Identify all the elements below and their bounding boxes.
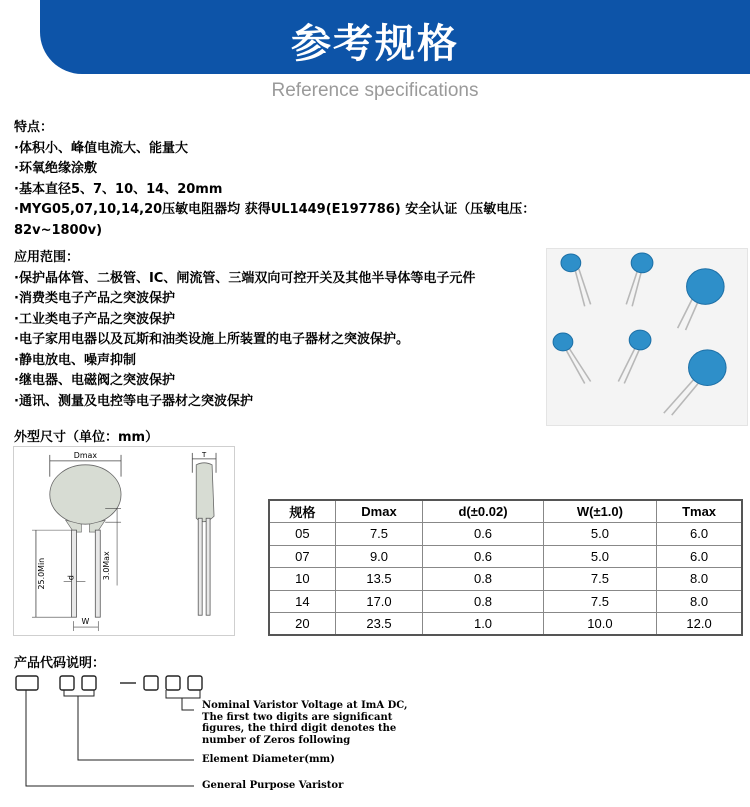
column-header: Dmax <box>335 500 423 523</box>
element-diameter-text: Element Diameter(mm) <box>202 754 335 765</box>
coating-label: 3.0Max <box>102 551 112 581</box>
features-section <box>14 118 535 241</box>
application-item: ·通讯、测量及电控等电子器材之突波保护 <box>14 393 253 409</box>
table-cell: 20 <box>269 613 335 636</box>
table-cell: 17.0 <box>335 590 423 613</box>
application-item: ·电子家用电器以及瓦斯和油类设施上所装置的电子器材之突波保护。 <box>14 332 409 347</box>
table-cell: 7.5 <box>543 590 656 613</box>
applications-section <box>14 248 475 412</box>
feature-item: ·体积小、峰值电流大、能量大 <box>14 140 188 156</box>
t-label: T <box>202 450 207 459</box>
table-cell: 23.5 <box>335 613 423 636</box>
table-cell: 5.0 <box>543 523 656 546</box>
feature-item: ·环氧绝缘涂敷 <box>14 161 97 176</box>
front-view <box>32 451 121 631</box>
table-cell: 8.0 <box>657 590 742 613</box>
product-photo <box>546 248 748 426</box>
table-row <box>269 523 742 546</box>
table-cell: 7.5 <box>543 568 656 591</box>
general-purpose-text: General Purpose Varistor <box>202 780 344 791</box>
applications-heading: 应用范围： <box>14 250 80 265</box>
table-cell: 0.8 <box>423 568 543 591</box>
application-item: ·保护晶体管、二极管、IC、闸流管、三端双向可控开关及其他半导体等电子元件 <box>14 270 476 286</box>
blue-varistor-disc-icon <box>547 249 747 425</box>
column-header: d(±0.02) <box>423 500 543 523</box>
nominal-voltage-text: Nominal Varistor Voltage at ImA DC, The first two digits are significant figures, the third digit denotes the number of Zeros following <box>202 700 408 746</box>
column-header: Tmax <box>657 500 742 523</box>
table-cell: 8.0 <box>657 568 742 591</box>
table-cell: 9.0 <box>335 545 423 568</box>
application-item: ·消费类电子产品之突波保护 <box>14 291 175 306</box>
table-row <box>269 568 742 591</box>
table-cell: 7.5 <box>335 523 423 546</box>
table-header-row <box>269 500 742 523</box>
page-title: 参考规格 <box>291 21 459 67</box>
table-cell: 5.0 <box>543 545 656 568</box>
product-code-diagram <box>14 668 414 803</box>
feature-item: 82v~1800v) <box>14 222 103 238</box>
column-header: 规格 <box>269 500 335 523</box>
dimensions-heading: 外型尺寸（单位：mm） <box>14 430 159 445</box>
header-banner <box>0 0 750 74</box>
table-cell: 14 <box>269 590 335 613</box>
table-row <box>269 590 742 613</box>
feature-item: ·MYG05,07,10,14,20压敏电阻器均 获得UL1449(E197786) 安全认证（压敏电压： <box>14 202 536 217</box>
table-cell: 13.5 <box>335 568 423 591</box>
table-cell: 12.0 <box>657 613 742 636</box>
lead-length-label: 25.0Min <box>36 557 46 590</box>
application-item: ·静电放电、噪声抑制 <box>14 352 136 368</box>
table-cell: 6.0 <box>657 545 742 568</box>
table-row <box>269 613 742 636</box>
table-cell: 10.0 <box>543 613 656 636</box>
table-cell: 6.0 <box>657 523 742 546</box>
product-code-heading: 产品代码说明： <box>14 656 106 671</box>
w-label: W <box>81 617 90 627</box>
application-item: ·工业类电子产品之突波保护 <box>14 311 175 327</box>
application-item: ·继电器、电磁阀之突波保护 <box>14 373 175 388</box>
spec-table <box>268 499 743 636</box>
d-label: d <box>66 575 76 581</box>
page-subtitle: Reference specifications <box>271 80 479 101</box>
dmax-label: Dmax <box>73 450 98 460</box>
table-cell: 1.0 <box>423 613 543 636</box>
dimension-drawing <box>13 446 235 636</box>
table-row <box>269 545 742 568</box>
table-cell: 05 <box>269 523 335 546</box>
side-view <box>192 451 216 615</box>
table-cell: 10 <box>269 568 335 591</box>
table-cell: 0.6 <box>423 545 543 568</box>
feature-item: ·基本直径5、7、10、14、20mm <box>14 181 223 197</box>
features-heading: 特点： <box>14 120 54 135</box>
column-header: W(±1.0) <box>543 500 656 523</box>
table-cell: 0.6 <box>423 523 543 546</box>
table-cell: 0.8 <box>423 590 543 613</box>
table-cell: 07 <box>269 545 335 568</box>
